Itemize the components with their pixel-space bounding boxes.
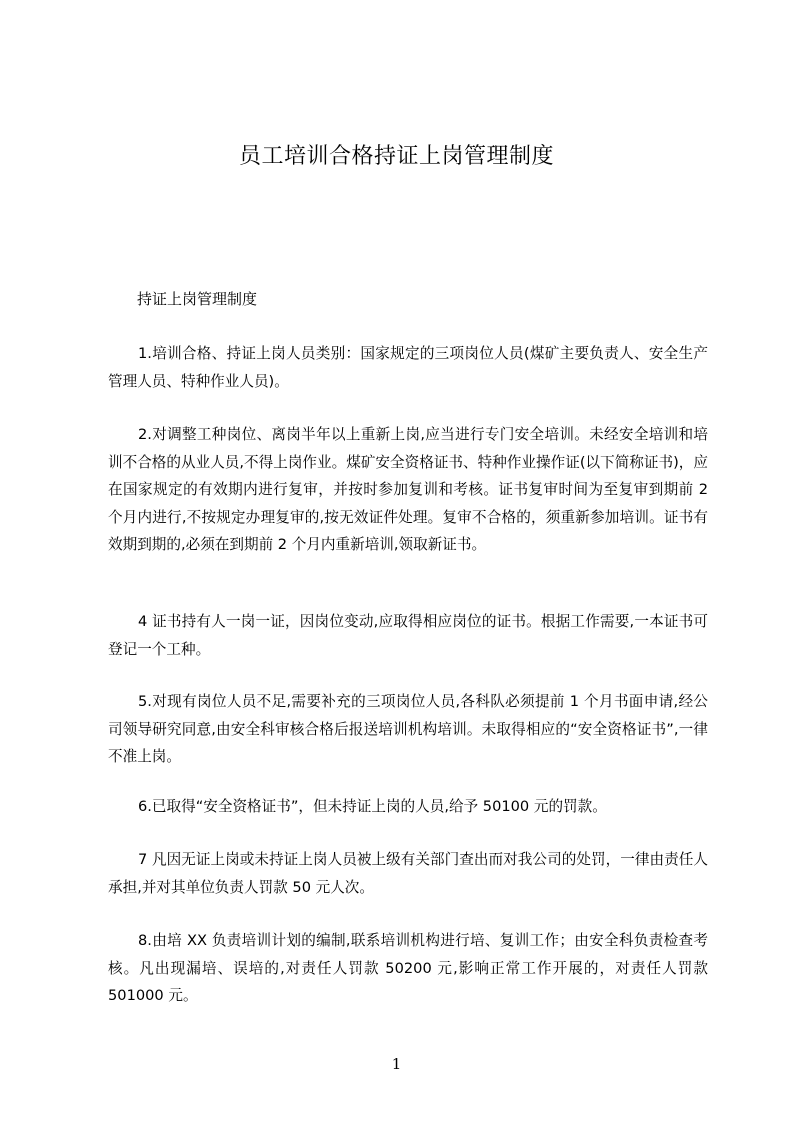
paragraph-1: 1.培训合格、持证上岗人员类别：国家规定的三项岗位人员(煤矿主要负责人、安全生产管理人员、特种作业人员)。 — [108, 345, 708, 390]
section-heading: 持证上岗管理制度 — [137, 290, 258, 308]
paragraph-4: 4 证书持有人一岗一证，因岗位变动,应取得相应岗位的证书。根据工作需要,一本证书可登记一个工种。 — [108, 613, 708, 658]
page-number: 1 — [391, 1055, 402, 1073]
paragraph-6: 6.已取得“安全资格证书”，但未持证上岗的人员,给予 50100 元的罚款。 — [138, 798, 607, 815]
paragraph-5: 5.对现有岗位人员不足,需要补充的三项岗位人员,各科队必须提前 1 个月书面申请,经公司领导研究同意,由安全科审核合格后报送培训机构培训。未取得相应的“安全资格证书”,一律不准上岗。 — [108, 693, 708, 766]
paragraph-8: 8.由培 XX 负责培训计划的编制,联系培训机构进行培、复训工作；由安全科负责检查考核。凡出现漏培、误培的,对责任人罚款 50200 元,影响正常工作开展的，对责任人罚款 501000 元。 — [108, 932, 708, 1005]
paragraph-7: 7 凡因无证上岗或未持证上岗人员被上级有关部门查出而对我公司的处罚，一律由责任人承担,并对其单位负责人罚款 50 元人次。 — [108, 851, 708, 896]
document-title: 员工培训合格持证上岗管理制度 — [238, 144, 554, 169]
paragraph-2: 2.对调整工种岗位、离岗半年以上重新上岗,应当进行专门安全培训。未经安全培训和培训不合格的从业人员,不得上岗作业。煤矿安全资格证书、特种作业操作证(以下简称证书)，应在国家规定的有效期内进行复审，并按时参加复训和考核。证书复审时间为至复审到期前 2 个月内进行,不按规定办理复审的,按无效证件处理。复审不合格的，须重新参加培训。证书有效期到期的,必须在到期前 2 个月内重新培训,领取新证书。 — [108, 426, 708, 554]
